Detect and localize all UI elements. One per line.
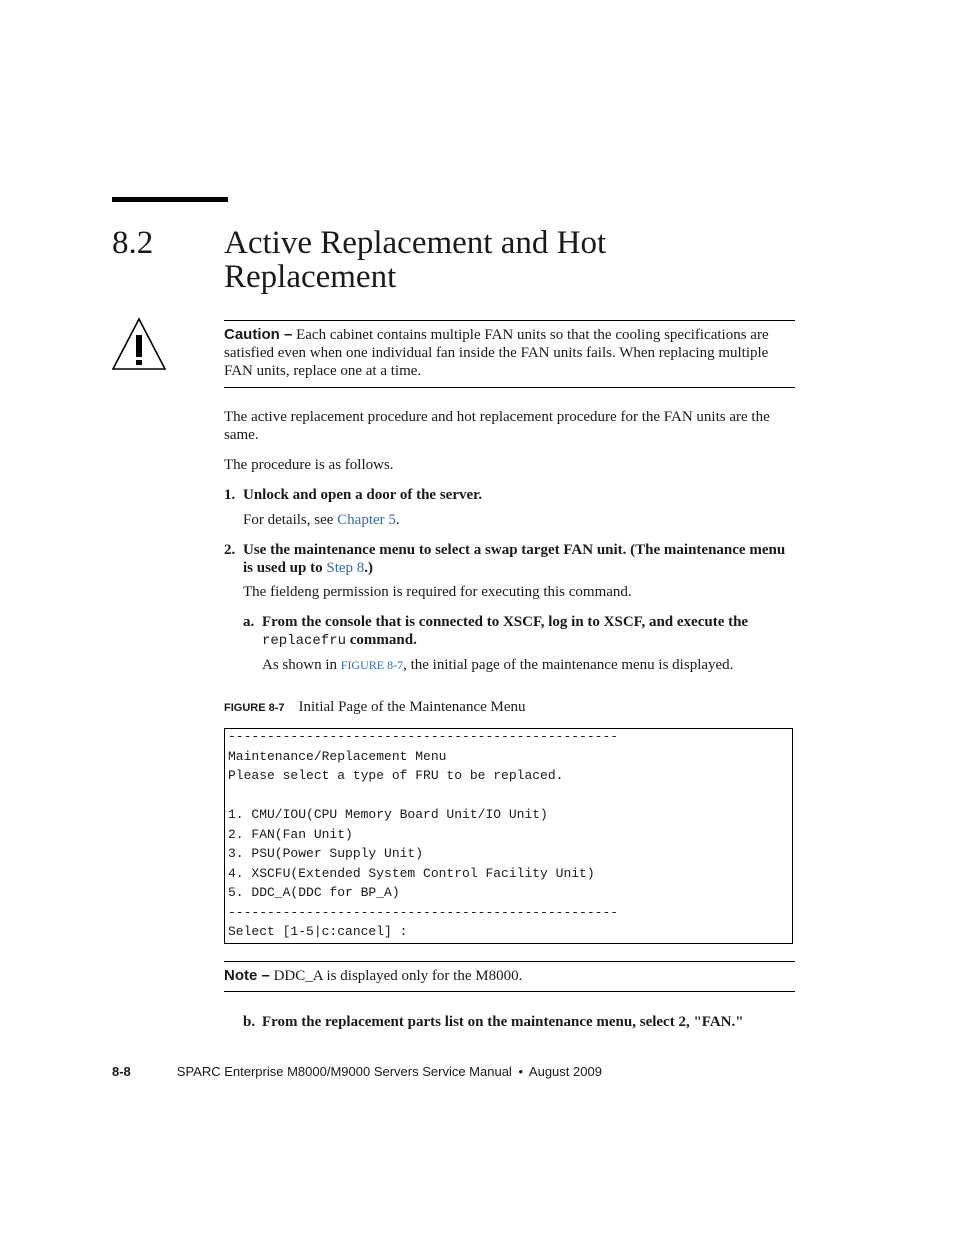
figure-8-7-link[interactable]: FIGURE 8-7 [340,658,404,672]
intro-paragraph-2: The procedure is as follows. [224,457,394,473]
figure-caption-text: Initial Page of the Maintenance Menu [298,699,526,715]
maintenance-menu-code-block [224,728,793,944]
step-2-title-suffix: .) [364,560,374,576]
substep-a-detail-suffix: , the initial page of the maintenance menu is displayed. [403,657,734,673]
code-line: 1. CMU/IOU(CPU Memory Board Unit/IO Unit) [228,807,548,822]
figure-caption [224,698,526,717]
caution-label: Caution – [224,326,293,343]
note-body: DDC_A is displayed only for the M8000. [273,968,523,984]
caution-body: Each cabinet contains multiple FAN units so that the cooling specifications are satisfied even when one individual fan inside the FAN units fails. When replacing multiple FAN units, replace one at a time. [224,327,769,379]
note-text [224,967,522,985]
step-1-detail-text: For details, see [243,512,338,528]
step-2-title-text: Use the maintenance menu to select a swap target FAN unit. (The maintenance menu is used up to [243,542,786,576]
caution-text [224,326,794,380]
code-line: 2. FAN(Fan Unit) [228,826,353,842]
figure-label: FIGURE 8-7 [224,702,285,714]
step-1-title: Unlock and open a door of the server. [243,487,483,503]
step-1-number: 1. [224,487,236,503]
substep-a-letter: a. [243,614,255,630]
code-line: 4. XSCFU(Extended System Control Facility Unit) [228,865,595,881]
step-2-detail: The fieldeng permission is required for executing this command. [243,584,632,600]
substep-b-title: From the replacement parts list on the maintenance menu, select 2, "FAN." [262,1014,744,1030]
step-2-title [243,541,795,577]
code-line: Please select a type of FRU to be replaced. [228,768,564,783]
substep-a-title [262,613,795,650]
code-line: 3. PSU(Power Supply Unit) [228,846,424,861]
page-number: 8-8 [112,1064,131,1079]
section-rule [112,197,228,202]
step-1-detail [243,511,795,529]
footer-date: August 2009 [528,1064,602,1079]
code-line: 5. DDC_A(DDC for BP_A) [228,885,400,900]
step-1-detail-suffix: . [395,512,400,528]
page-footer [112,1064,602,1080]
substep-a-title-suffix: command. [346,632,417,648]
warning-triangle-icon [110,316,168,372]
chapter-5-link[interactable]: Chapter 5 [337,512,396,528]
section-number: 8.2 [112,225,154,261]
replacefru-command: replacefru [262,633,347,649]
code-line: Select [1-5|c:cancel] : [228,924,408,939]
intro-paragraph-1: The active replacement procedure and hot replacement procedure for the FAN units are the same. [224,409,770,443]
note-label: Note – [224,967,270,984]
code-line: Maintenance/Replacement Menu [228,748,447,764]
substep-b-letter: b. [243,1014,256,1030]
section-title: Active Replacement and Hot Replacement [224,225,607,295]
substep-a-detail-text: As shown in [262,657,341,673]
footer-bullet: • [518,1064,524,1079]
substep-a-detail [262,656,802,674]
code-line: -------------------------------------------------- [228,729,619,744]
step-2-number: 2. [224,542,236,558]
step-8-link[interactable]: Step 8 [326,560,365,576]
code-line: -------------------------------------------------- [228,904,619,920]
substep-a-title-text: From the console that is connected to XSCF, log in to XSCF, and execute the [262,614,749,630]
footer-title: SPARC Enterprise M8000/M9000 Servers Service Manual [176,1064,512,1079]
